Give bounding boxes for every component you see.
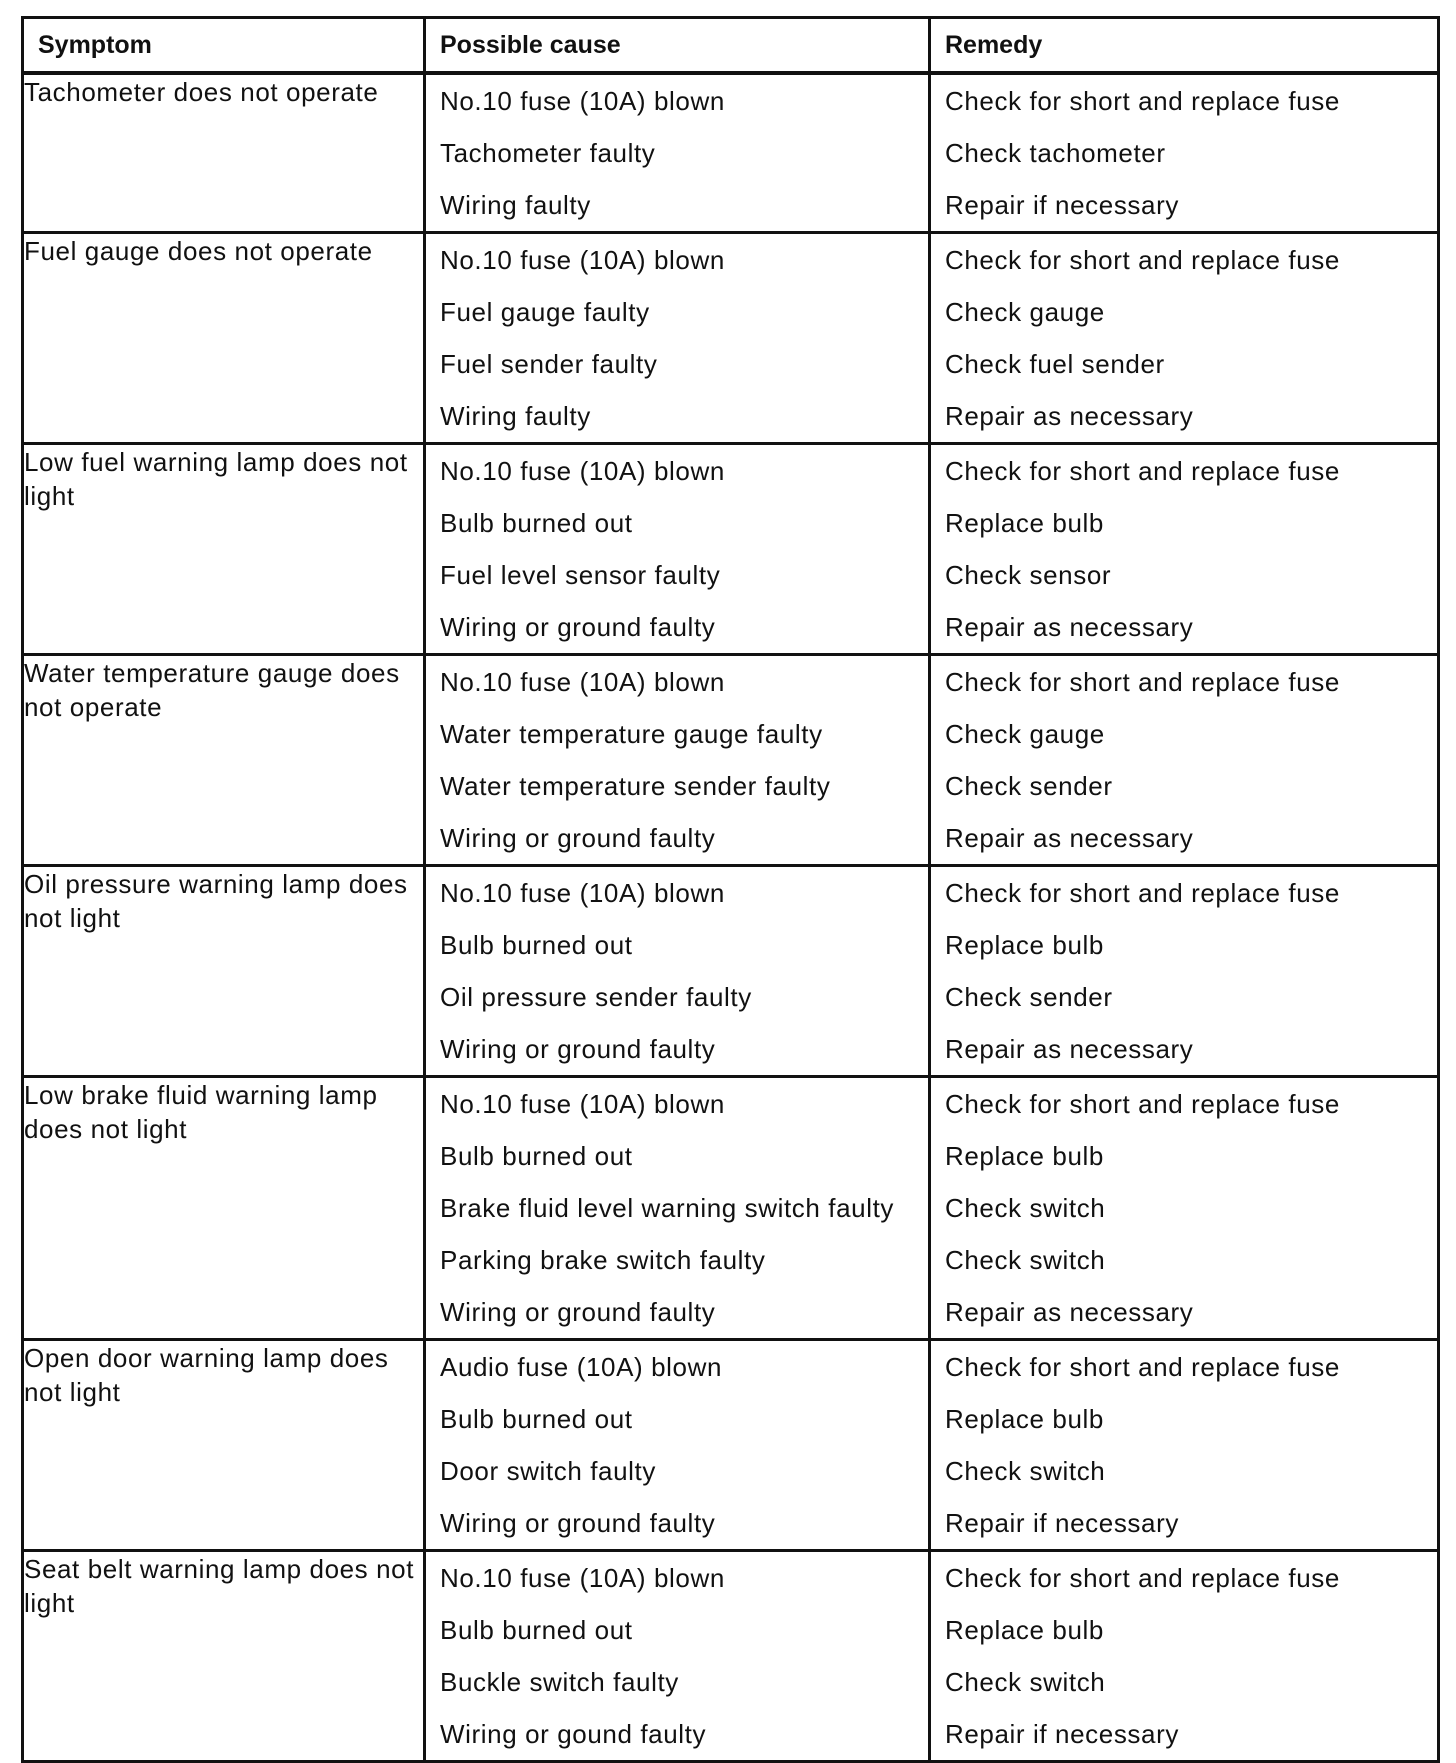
symptom-cell: Open door warning lamp does not light	[23, 1340, 425, 1551]
table-row	[23, 1551, 1439, 1605]
remedy-text: Check switch	[945, 1245, 1106, 1275]
remedy-cell	[930, 708, 1439, 760]
remedy-text: Check for short and replace fuse	[945, 456, 1340, 486]
cause-cell	[425, 601, 930, 655]
cause-cell	[425, 1551, 930, 1605]
table-header	[23, 18, 1439, 74]
remedy-text: Repair if necessary	[945, 1719, 1179, 1749]
cause-text: Wiring or ground faulty	[440, 1297, 716, 1327]
remedy-text: Repair as necessary	[945, 823, 1194, 853]
remedy-text: Check for short and replace fuse	[945, 667, 1340, 697]
cause-text: Audio fuse (10A) blown	[440, 1352, 723, 1382]
cause-cell	[425, 179, 930, 233]
cause-text: Buckle switch faulty	[440, 1667, 679, 1697]
cause-text: Brake fluid level warning switch faulty	[440, 1193, 895, 1223]
cause-text: No.10 fuse (10A) blown	[440, 878, 725, 908]
remedy-text: Check for short and replace fuse	[945, 1352, 1340, 1382]
cause-text: Door switch faulty	[440, 1456, 656, 1486]
cause-cell	[425, 1497, 930, 1551]
remedy-cell	[930, 286, 1439, 338]
cause-cell	[425, 1340, 930, 1394]
table-row	[23, 655, 1439, 709]
cause-cell	[425, 497, 930, 549]
remedy-cell	[930, 444, 1439, 498]
table-body	[23, 73, 1439, 1762]
cause-cell	[425, 549, 930, 601]
cause-cell	[425, 338, 930, 390]
remedy-cell	[930, 655, 1439, 709]
remedy-text: Repair if necessary	[945, 1508, 1179, 1538]
cause-text: No.10 fuse (10A) blown	[440, 1563, 725, 1593]
remedy-text: Replace bulb	[945, 508, 1104, 538]
remedy-text: Replace bulb	[945, 1404, 1104, 1434]
remedy-cell	[930, 760, 1439, 812]
remedy-text: Repair as necessary	[945, 1297, 1194, 1327]
cause-text: No.10 fuse (10A) blown	[440, 86, 725, 116]
remedy-cell	[930, 1551, 1439, 1605]
remedy-cell	[930, 1023, 1439, 1077]
remedy-cell	[930, 919, 1439, 971]
cause-cell	[425, 812, 930, 866]
cause-text: Bulb burned out	[440, 1404, 633, 1434]
cause-text: Bulb burned out	[440, 1615, 633, 1645]
cause-text: Bulb burned out	[440, 930, 633, 960]
remedy-cell	[930, 1340, 1439, 1394]
remedy-cell	[930, 1708, 1439, 1762]
symptom-cell: Low fuel warning lamp does not light	[23, 444, 425, 655]
cause-text: Tachometer faulty	[440, 138, 656, 168]
remedy-text: Check tachometer	[945, 138, 1166, 168]
cause-cell	[425, 971, 930, 1023]
symptom-cell: Fuel gauge does not operate	[23, 233, 425, 444]
cause-cell	[425, 1234, 930, 1286]
header-remedy: Remedy	[930, 18, 1439, 74]
remedy-cell	[930, 1445, 1439, 1497]
header-symptom: Symptom	[23, 18, 425, 74]
remedy-cell	[930, 1497, 1439, 1551]
remedy-text: Check switch	[945, 1456, 1106, 1486]
cause-text: Fuel sender faulty	[440, 349, 658, 379]
cause-text: Oil pressure sender faulty	[440, 982, 752, 1012]
remedy-cell	[930, 1182, 1439, 1234]
cause-cell	[425, 1286, 930, 1340]
remedy-cell	[930, 1604, 1439, 1656]
cause-cell	[425, 127, 930, 179]
symptom-cell: Tachometer does not operate	[23, 73, 425, 233]
cause-cell	[425, 655, 930, 709]
cause-cell	[425, 1130, 930, 1182]
symptom-cell: Oil pressure warning lamp does not light	[23, 866, 425, 1077]
cause-text: No.10 fuse (10A) blown	[440, 245, 725, 275]
cause-text: No.10 fuse (10A) blown	[440, 667, 725, 697]
remedy-text: Replace bulb	[945, 1615, 1104, 1645]
remedy-cell	[930, 390, 1439, 444]
cause-cell	[425, 919, 930, 971]
cause-cell	[425, 444, 930, 498]
remedy-cell	[930, 1077, 1439, 1131]
table-row	[23, 73, 1439, 127]
remedy-text: Check switch	[945, 1193, 1106, 1223]
remedy-text: Check sender	[945, 771, 1113, 801]
cause-cell	[425, 1604, 930, 1656]
cause-text: Wiring or ground faulty	[440, 1508, 716, 1538]
remedy-cell	[930, 1234, 1439, 1286]
remedy-text: Repair as necessary	[945, 401, 1194, 431]
cause-text: Bulb burned out	[440, 1141, 633, 1171]
remedy-cell	[930, 549, 1439, 601]
symptom-cell: Seat belt warning lamp does not light	[23, 1551, 425, 1762]
symptom-cell: Low brake fluid warning lamp does not light	[23, 1077, 425, 1340]
cause-text: Wiring or ground faulty	[440, 612, 716, 642]
cause-text: No.10 fuse (10A) blown	[440, 1089, 725, 1119]
cause-text: Fuel level sensor faulty	[440, 560, 721, 590]
header-possible-cause: Possible cause	[425, 18, 930, 74]
remedy-cell	[930, 1130, 1439, 1182]
remedy-cell	[930, 497, 1439, 549]
table-row	[23, 1077, 1439, 1131]
remedy-cell	[930, 601, 1439, 655]
remedy-text: Check for short and replace fuse	[945, 86, 1340, 116]
remedy-text: Check fuel sender	[945, 349, 1165, 379]
remedy-text: Check gauge	[945, 719, 1105, 749]
cause-cell	[425, 708, 930, 760]
cause-cell	[425, 866, 930, 920]
remedy-cell	[930, 1286, 1439, 1340]
cause-cell	[425, 390, 930, 444]
remedy-text: Check for short and replace fuse	[945, 1563, 1340, 1593]
cause-text: Parking brake switch faulty	[440, 1245, 766, 1275]
table-row	[23, 1340, 1439, 1394]
cause-text: Wiring faulty	[440, 401, 591, 431]
header-row	[23, 18, 1439, 74]
cause-cell	[425, 1023, 930, 1077]
remedy-cell	[930, 971, 1439, 1023]
cause-cell	[425, 1077, 930, 1131]
cause-text: Water temperature sender faulty	[440, 771, 831, 801]
remedy-text: Repair if necessary	[945, 190, 1179, 220]
remedy-text: Check gauge	[945, 297, 1105, 327]
cause-text: Fuel gauge faulty	[440, 297, 650, 327]
cause-text: Wiring or ground faulty	[440, 1034, 716, 1064]
cause-text: Wiring or gound faulty	[440, 1719, 707, 1749]
table-row	[23, 444, 1439, 498]
remedy-text: Replace bulb	[945, 930, 1104, 960]
remedy-cell	[930, 1656, 1439, 1708]
cause-cell	[425, 1656, 930, 1708]
remedy-text: Check for short and replace fuse	[945, 1089, 1340, 1119]
cause-text: Water temperature gauge faulty	[440, 719, 823, 749]
remedy-text: Replace bulb	[945, 1141, 1104, 1171]
remedy-cell	[930, 866, 1439, 920]
cause-text: No.10 fuse (10A) blown	[440, 456, 725, 486]
remedy-cell	[930, 338, 1439, 390]
cause-text: Wiring faulty	[440, 190, 591, 220]
symptom-cell: Water temperature gauge does not operate	[23, 655, 425, 866]
cause-cell	[425, 73, 930, 127]
cause-cell	[425, 1393, 930, 1445]
cause-cell	[425, 1708, 930, 1762]
remedy-text: Repair as necessary	[945, 1034, 1194, 1064]
troubleshooting-table	[21, 16, 1440, 1763]
remedy-cell	[930, 73, 1439, 127]
remedy-cell	[930, 1393, 1439, 1445]
remedy-text: Check sensor	[945, 560, 1112, 590]
cause-cell	[425, 233, 930, 287]
cause-cell	[425, 1445, 930, 1497]
remedy-text: Repair as necessary	[945, 612, 1194, 642]
remedy-text: Check for short and replace fuse	[945, 245, 1340, 275]
remedy-cell	[930, 233, 1439, 287]
troubleshooting-document	[21, 16, 1437, 1763]
cause-cell	[425, 286, 930, 338]
cause-text: Bulb burned out	[440, 508, 633, 538]
cause-cell	[425, 1182, 930, 1234]
remedy-cell	[930, 127, 1439, 179]
cause-text: Wiring or ground faulty	[440, 823, 716, 853]
remedy-cell	[930, 179, 1439, 233]
remedy-text: Check sender	[945, 982, 1113, 1012]
remedy-text: Check switch	[945, 1667, 1106, 1697]
remedy-cell	[930, 812, 1439, 866]
table-row	[23, 866, 1439, 920]
table-row	[23, 233, 1439, 287]
cause-cell	[425, 760, 930, 812]
remedy-text: Check for short and replace fuse	[945, 878, 1340, 908]
